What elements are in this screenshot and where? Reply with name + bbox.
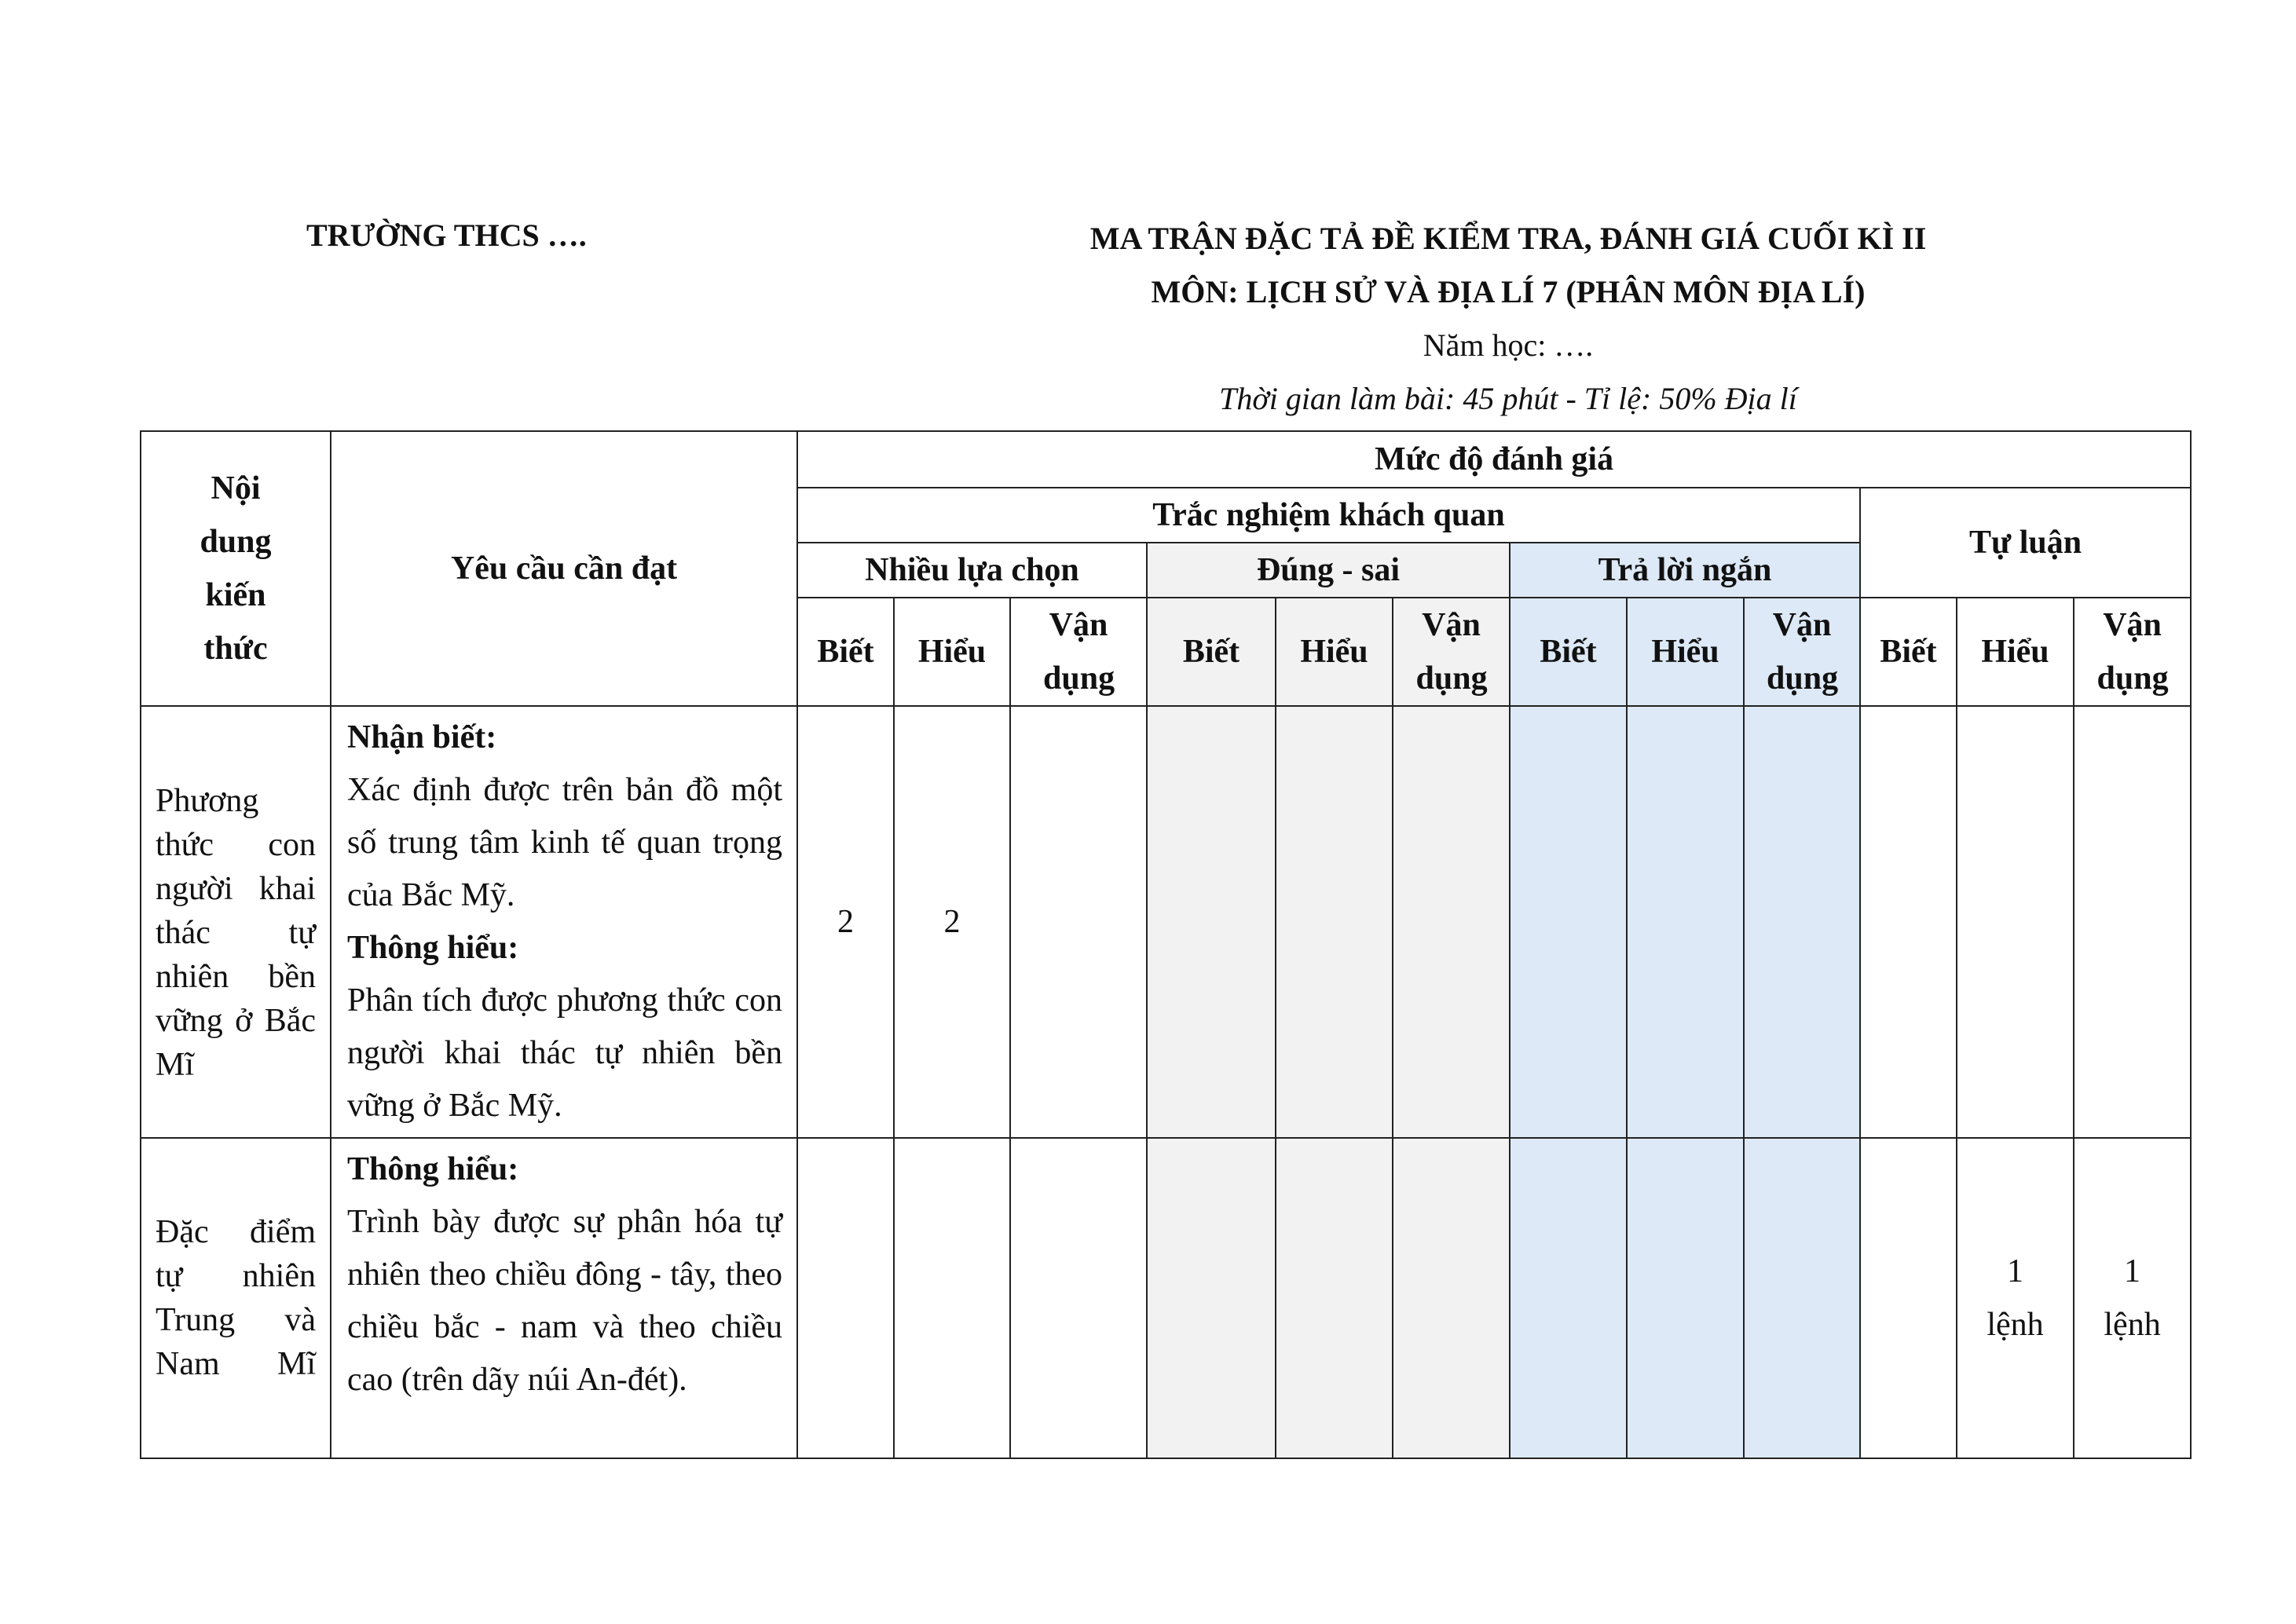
document-title-block xyxy=(927,217,2089,430)
title-line-1: MA TRẬN ĐẶC TẢ ĐỀ KIỂM TRA, ĐÁNH GIÁ CUỐI KÌ II xyxy=(1089,221,1927,256)
col-header-objective: Trắc nghiệm khách quan xyxy=(797,488,1860,543)
sa-know-value xyxy=(1510,706,1627,1138)
essay-apply-header: Vận dụng xyxy=(2074,598,2191,706)
tf-apply-value xyxy=(1393,706,1510,1138)
tf-apply-header: Vận dụng xyxy=(1393,598,1510,706)
tf-apply-value xyxy=(1393,1138,1510,1458)
exam-duration: Thời gian làm bài: 45 phút - Tỉ lệ: 50% Địa lí xyxy=(1219,381,1797,416)
row-content: Phương thức con người khai thác tự nhiên bền vững ở Bắc Mĩ xyxy=(141,706,331,1138)
essay-apply-value: 1 lệnh xyxy=(2074,1138,2191,1458)
mc-apply-value xyxy=(1010,1138,1147,1458)
tf-know-value xyxy=(1147,706,1276,1138)
mc-know-value xyxy=(797,1138,894,1458)
requirement-text: Xác định được trên bản đồ một số trung tâm kinh tế quan trọng của Bắc Mỹ. xyxy=(347,772,782,913)
col-header-multiple-choice: Nhiều lựa chọn xyxy=(797,543,1147,598)
mc-understand-header: Hiểu xyxy=(894,598,1010,706)
tf-understand-header: Hiểu xyxy=(1276,598,1393,706)
mc-apply-header: Vận dụng xyxy=(1010,598,1147,706)
mc-understand-value xyxy=(894,1138,1010,1458)
sa-know-header: Biết xyxy=(1510,598,1627,706)
sa-understand-header: Hiểu xyxy=(1627,598,1744,706)
table-row xyxy=(141,706,2191,1138)
col-header-assessment-level: Mức độ đánh giá xyxy=(797,431,2191,488)
title-line-2: MÔN: LỊCH SỬ VÀ ĐỊA LÍ 7 (PHÂN MÔN ĐỊA LÍ) xyxy=(1151,274,1866,309)
assessment-matrix-table xyxy=(140,430,2192,1459)
row-requirement xyxy=(331,1138,797,1458)
col-header-essay: Tự luận xyxy=(1860,488,2191,598)
school-name: TRƯỜNG THCS …. xyxy=(306,218,587,253)
mc-know-value: 2 xyxy=(797,706,894,1138)
row-content: Đặc điểm tự nhiên Trung và Nam Mĩ xyxy=(141,1138,331,1458)
sa-understand-value xyxy=(1627,1138,1744,1458)
row-requirement xyxy=(331,706,797,1138)
mc-understand-value: 2 xyxy=(894,706,1010,1138)
essay-know-value xyxy=(1860,1138,1957,1458)
requirement-label: Thông hiểu: xyxy=(347,930,519,966)
essay-apply-value xyxy=(2074,706,2191,1138)
col-header-content: Nội dung kiến thức xyxy=(141,431,331,706)
table-row xyxy=(141,1138,2191,1458)
col-header-true-false: Đúng - sai xyxy=(1147,543,1510,598)
header-row-1 xyxy=(141,431,2191,488)
sa-apply-value xyxy=(1744,1138,1860,1458)
sa-know-value xyxy=(1510,1138,1627,1458)
essay-know-value xyxy=(1860,706,1957,1138)
requirement-label: Nhận biết: xyxy=(347,719,497,755)
col-header-requirement: Yêu cầu cần đạt xyxy=(331,431,797,706)
tf-understand-value xyxy=(1276,706,1393,1138)
tf-know-header: Biết xyxy=(1147,598,1276,706)
requirement-text: Phân tích được phương thức con người khai thác tự nhiên bền vững ở Bắc Mỹ. xyxy=(347,982,782,1124)
essay-understand-value xyxy=(1957,706,2074,1138)
school-year: Năm học: …. xyxy=(1423,327,1594,363)
mc-apply-value xyxy=(1010,706,1147,1138)
essay-know-header: Biết xyxy=(1860,598,1957,706)
essay-understand-value: 1 lệnh xyxy=(1957,1138,2074,1458)
sa-understand-value xyxy=(1627,706,1744,1138)
sa-apply-value xyxy=(1744,706,1860,1138)
sa-apply-header: Vận dụng xyxy=(1744,598,1860,706)
requirement-text: Trình bày được sự phân hóa tự nhiên theo chiều đông - tây, theo chiều bắc - nam và theo chiều cao (trên dãy núi An-đét). xyxy=(347,1204,782,1398)
mc-know-header: Biết xyxy=(797,598,894,706)
tf-know-value xyxy=(1147,1138,1276,1458)
requirement-label: Thông hiểu: xyxy=(347,1151,519,1187)
col-header-short-answer: Trả lời ngắn xyxy=(1510,543,1860,598)
tf-understand-value xyxy=(1276,1138,1393,1458)
essay-understand-header: Hiểu xyxy=(1957,598,2074,706)
